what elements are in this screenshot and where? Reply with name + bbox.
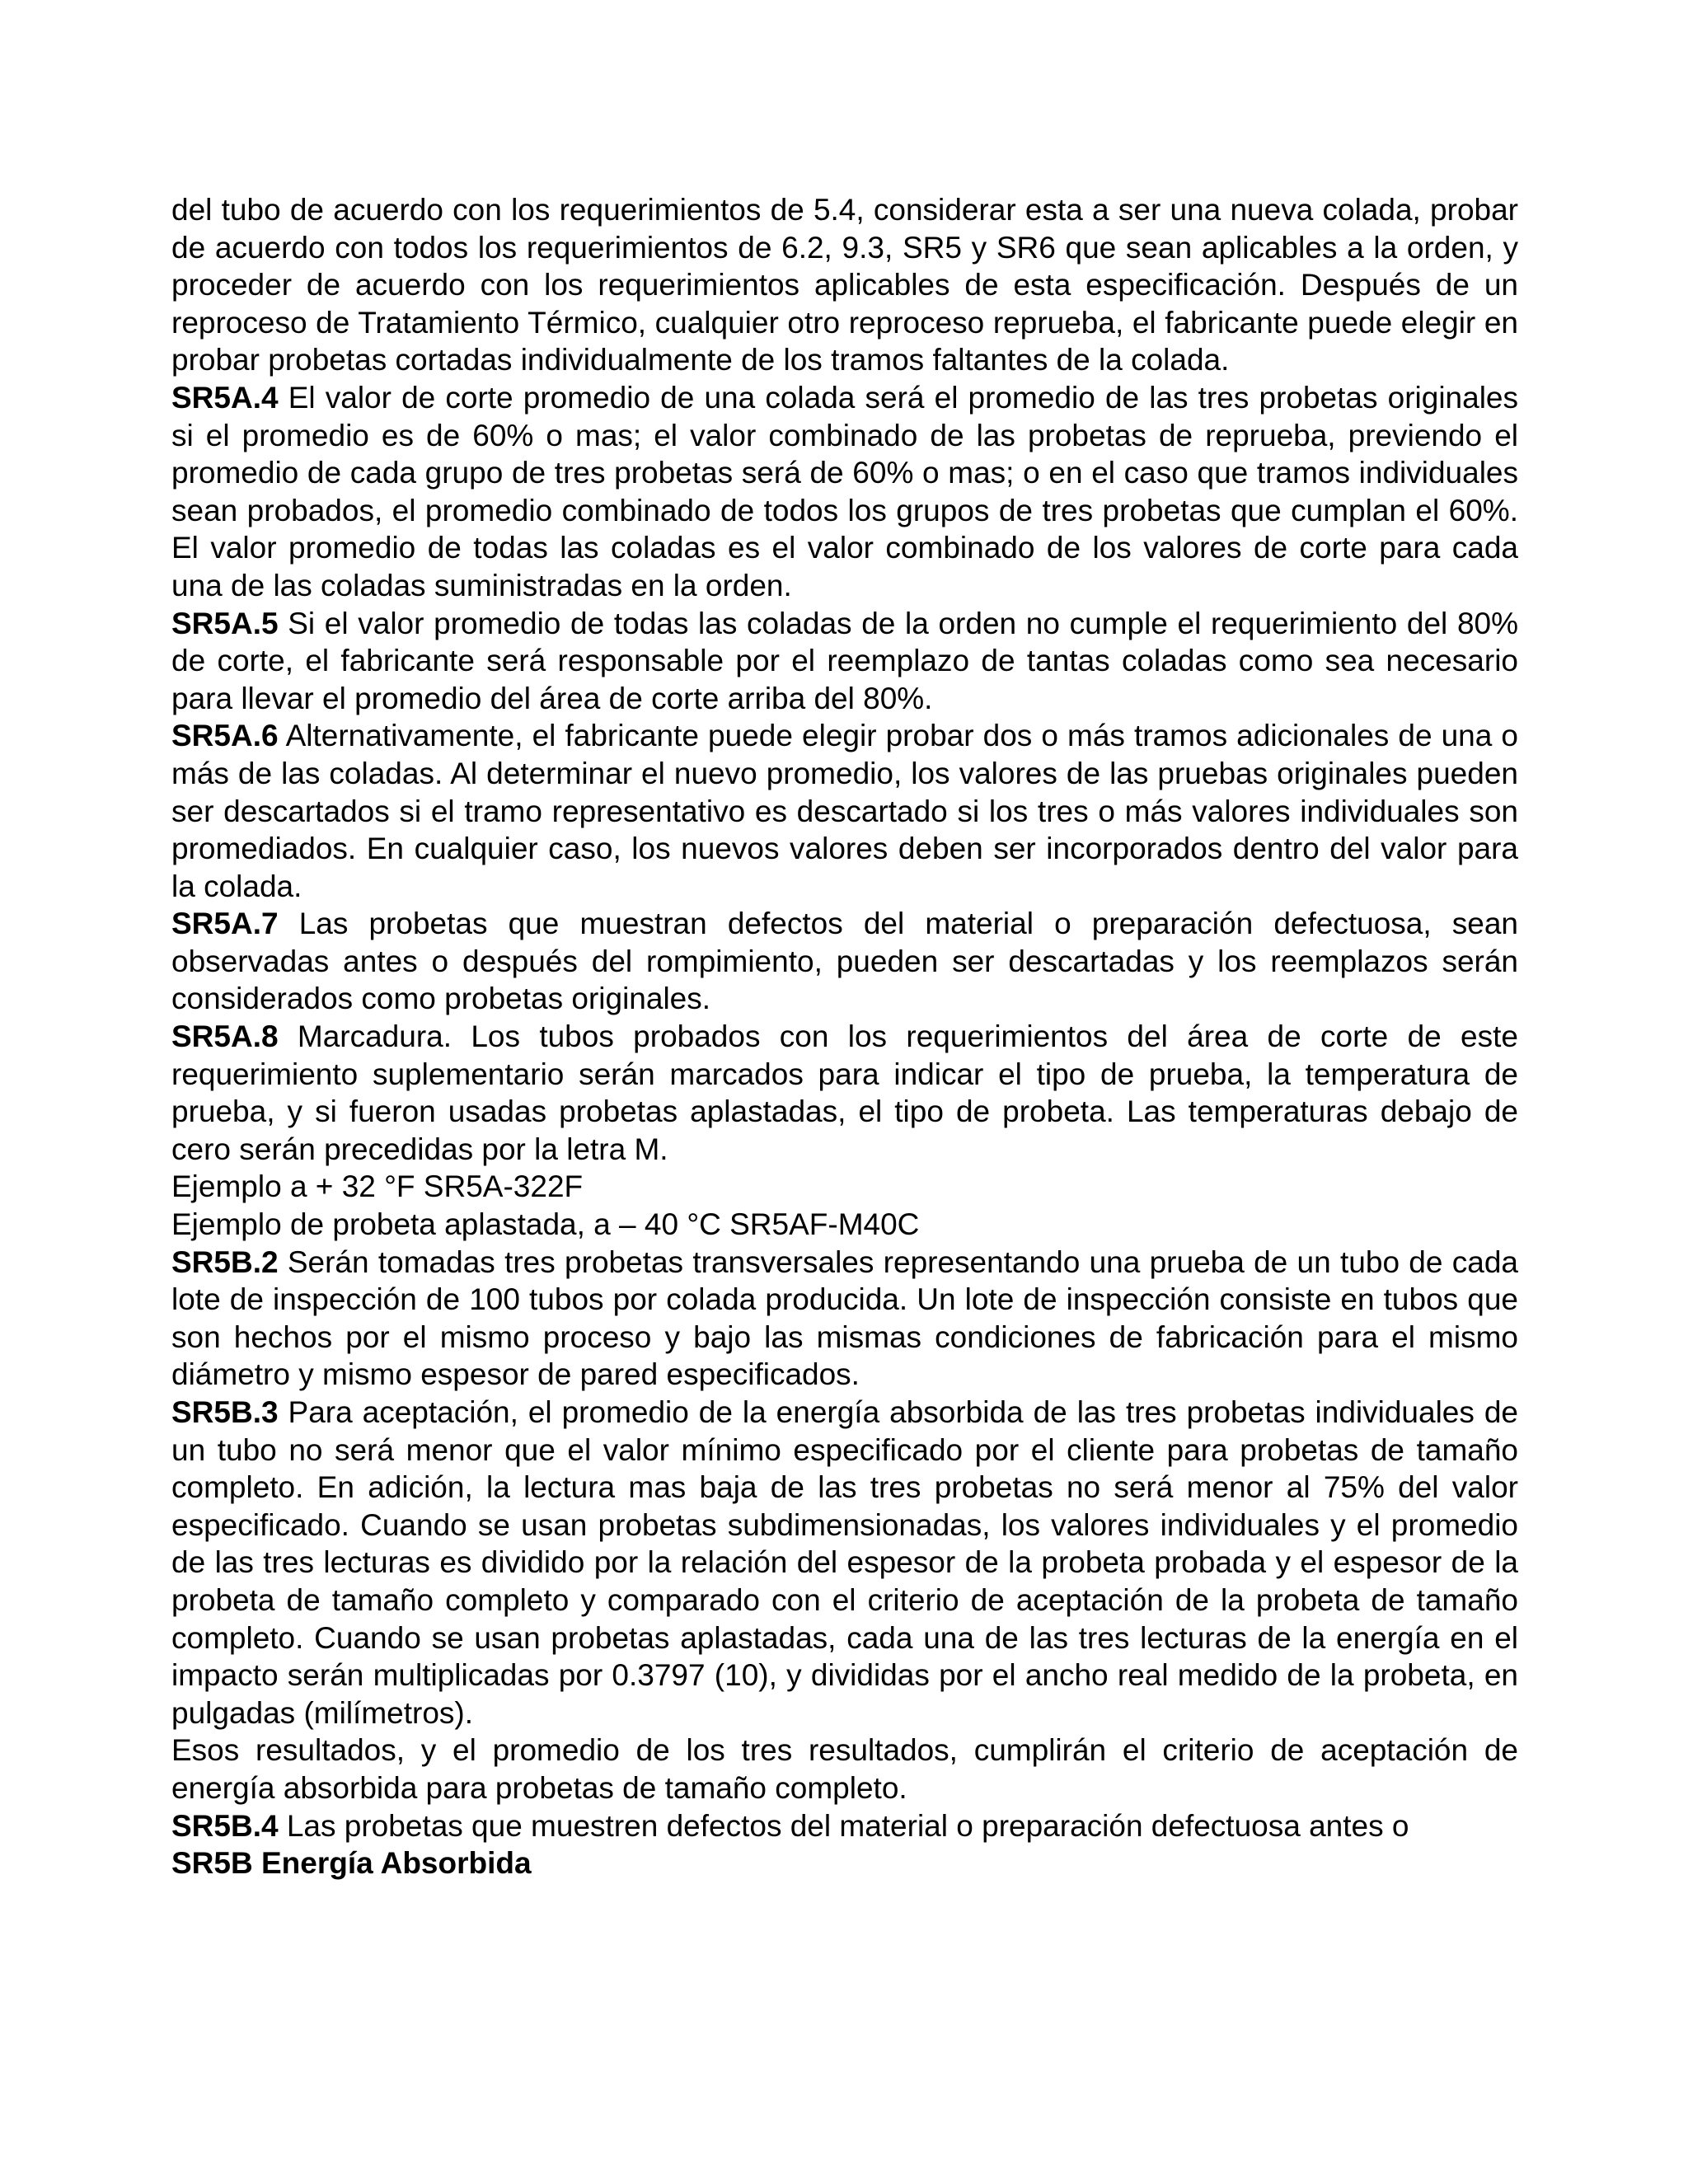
- section-label: SR5A.6: [171, 719, 279, 753]
- paragraph-sr5b3: [171, 1394, 1518, 1732]
- paragraph-text: Esos resultados, y el promedio de los tres resultados, cumplirán el criterio de aceptación de energía absorbida para probetas de tamaño completo.: [171, 1733, 1518, 1805]
- paragraph-text: Las probetas que muestren defectos del material o preparación defectuosa antes o: [278, 1808, 1409, 1843]
- paragraph-sr5b4: [171, 1807, 1518, 1845]
- example-line: [171, 1168, 1518, 1206]
- section-label: SR5A.8: [171, 1019, 279, 1054]
- paragraph-text: Serán tomadas tres probetas transversales representando una prueba de un tubo de cada lote de inspección de 100 tubos por colada producida. Un lote de inspección consiste en tubos que son hechos por el mismo proceso y bajo las mismas condiciones de fabricación para el mismo diámetro y mismo espesor de pared especificados.: [171, 1244, 1518, 1392]
- section-label: SR5B.2: [171, 1244, 279, 1279]
- paragraph-text: del tubo de acuerdo con los requerimientos de 5.4, considerar esta a ser una nueva colada, probar de acuerdo con todos los requerimientos de 6.2, 9.3, SR5 y SR6 que sean aplicables a la orden, y proceder de acuerdo con los requerimientos aplicables de esta especificación. Después de un reproceso de Tratamiento Térmico, cualquier otro reproceso reprueba, el fabricante puede elegir en probar probetas cortadas individualmente de los tramos faltantes de la colada.: [171, 193, 1518, 377]
- paragraph-sr5a5: [171, 605, 1518, 718]
- paragraph-sr5a4: [171, 379, 1518, 605]
- paragraph-intro: [171, 191, 1518, 379]
- paragraph-text: Marcadura. Los tubos probados con los requerimientos del área de corte de este requerimiento suplementario serán marcados para indicar el tipo de prueba, la temperatura de prueba, y si fueron usadas probetas aplastadas, el tipo de probeta. Las temperaturas debajo de cero serán precedidas por la letra M.: [171, 1019, 1518, 1166]
- section-label: SR5A.7: [171, 907, 279, 941]
- section-label: SR5B.4: [171, 1808, 279, 1843]
- section-label: SR5A.5: [171, 606, 279, 640]
- section-label: SR5A.4: [171, 380, 279, 415]
- paragraph-text: Para aceptación, el promedio de la energía absorbida de las tres probetas individuales de un tubo no será menor que el valor mínimo especificado por el cliente para probetas de tamaño completo. En adición, la lectura mas baja de las tres probetas no será menor al 75% del valor especificado. Cuando se usan probetas subdimensionadas, los valores individuales y el promedio de las tres lecturas es dividido por la relación del espesor de la probeta probada y el espesor de la probeta de tamaño completo y comparado con el criterio de aceptación de la probeta de tamaño completo. Cuando se usan probetas aplastadas, cada una de las tres lecturas de la energía en el impacto serán multiplicadas por 0.3797 (10), y divididas por el ancho real medido de la probeta, en pulgadas (milímetros).: [171, 1395, 1518, 1730]
- paragraph-text: Las probetas que muestran defectos del material o preparación defectuosa, sean observadas antes o después del rompimiento, pueden ser descartadas y los reemplazos serán considerados como probetas originales.: [171, 907, 1518, 1016]
- paragraph-sr5a6: [171, 717, 1518, 905]
- example-text: Ejemplo a + 32 °F SR5A-322F: [171, 1169, 584, 1204]
- example-text: Ejemplo de probeta aplastada, a – 40 °C SR5AF-M40C: [171, 1207, 920, 1242]
- example-line: [171, 1206, 1518, 1244]
- paragraph-results: [171, 1732, 1518, 1807]
- paragraph-sr5b2: [171, 1244, 1518, 1394]
- section-label: SR5B.3: [171, 1395, 279, 1429]
- paragraph-text: Alternativamente, el fabricante puede elegir probar dos o más tramos adicionales de una o más de las coladas. Al determinar el nuevo promedio, los valores de las pruebas originales pueden ser descartados si el tramo representativo es descartado si los tres o más valores individuales son promediados. En cualquier caso, los nuevos valores deben ser incorporados dentro del valor para la colada.: [171, 719, 1518, 903]
- document-page: [171, 191, 1518, 1882]
- paragraph-text: El valor de corte promedio de una colada será el promedio de las tres probetas originales si el promedio es de 60% o mas; el valor combinado de las probetas de reprueba, previendo el promedio de cada grupo de tres probetas será de 60% o mas; o en el caso que tramos individuales sean probados, el promedio combinado de todos los grupos de tres probetas que cumplan el 60%. El valor promedio de todas las coladas es el valor combinado de los valores de corte para cada una de las coladas suministradas en la orden.: [171, 380, 1518, 602]
- paragraph-text: Si el valor promedio de todas las coladas de la orden no cumple el requerimiento del 80% de corte, el fabricante será responsable por el reemplazo de tantas coladas como sea necesario para llevar el promedio del área de corte arriba del 80%.: [171, 606, 1518, 715]
- paragraph-sr5a7: [171, 905, 1518, 1018]
- section-heading: SR5B Energía Absorbida: [171, 1846, 532, 1881]
- paragraph-sr5a8: [171, 1018, 1518, 1168]
